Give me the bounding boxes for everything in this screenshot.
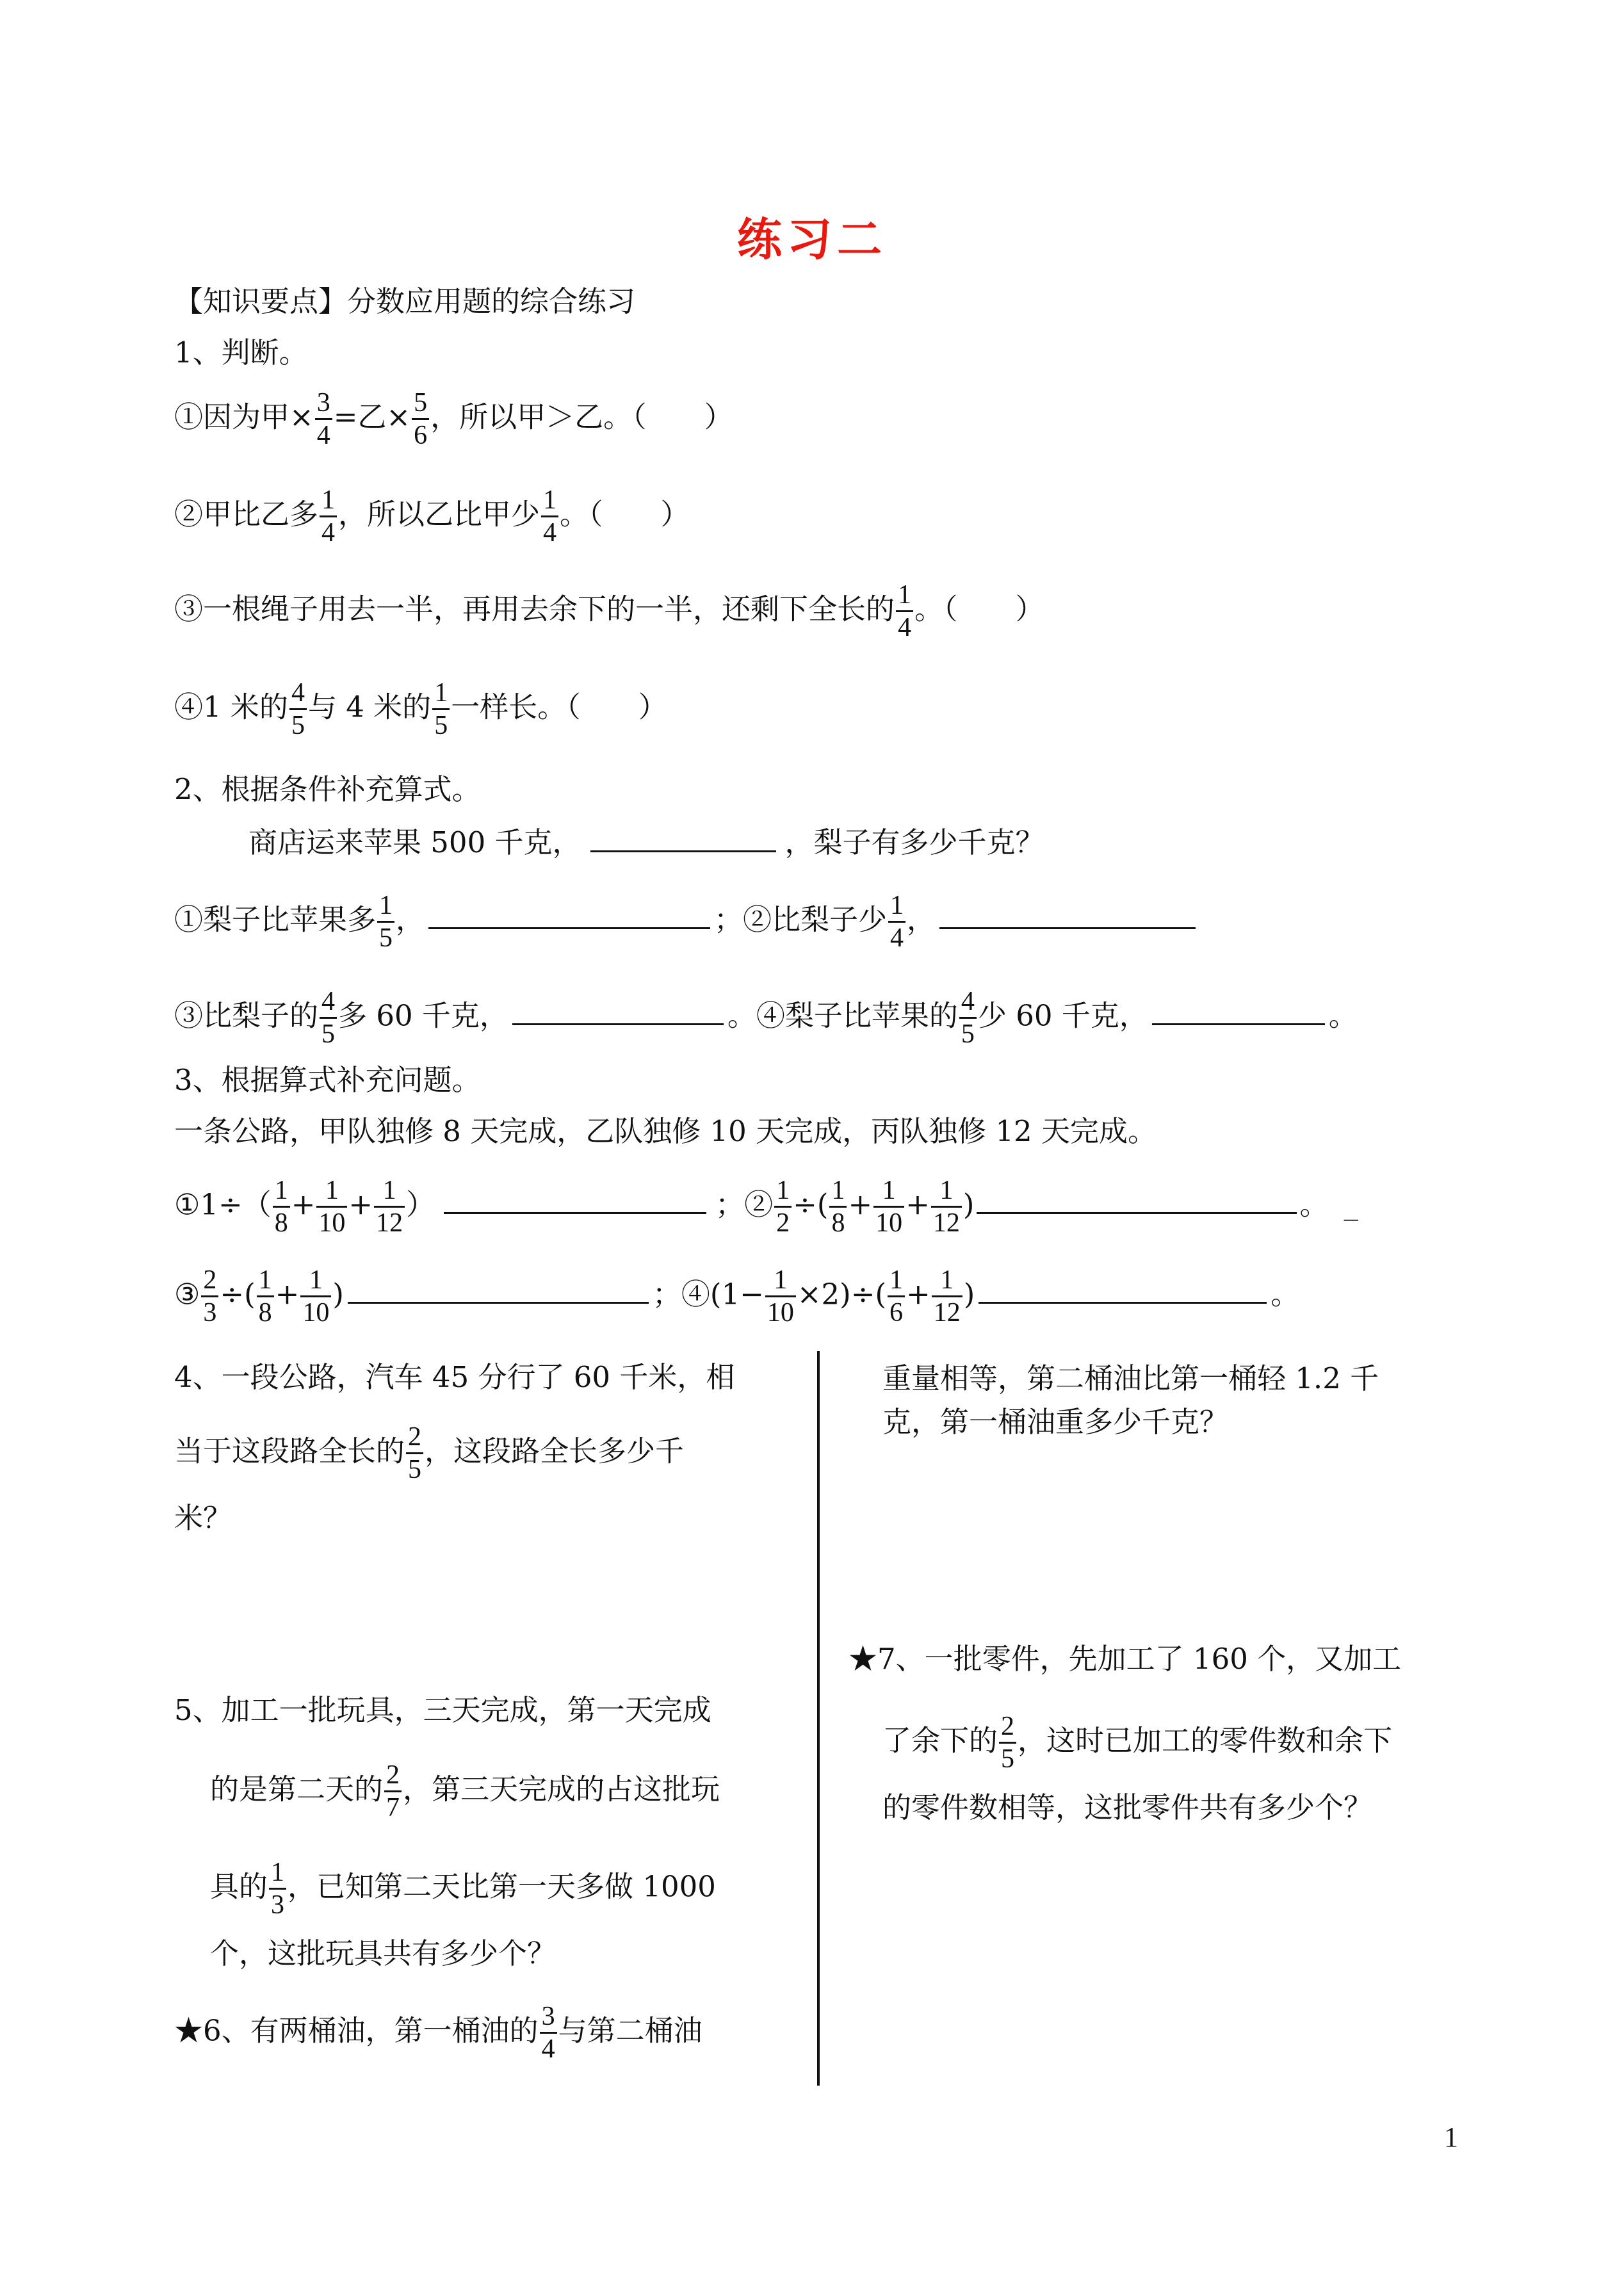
fraction: $\frac{1}{4}$ (541, 485, 558, 549)
q7-text-a: 了余下的 (882, 1723, 998, 1758)
page-title: 练习二 (737, 213, 887, 266)
q2-item-1-text: ①梨子比苹果多 (174, 902, 377, 937)
column-divider (817, 1351, 820, 2086)
q6-line-2: 重量相等，第二桶油比第一桶轻 1.2 千 (882, 1361, 1379, 1395)
stray-mark: _ (1344, 1187, 1358, 1222)
q2-item-3-text: ③比梨子的 (174, 998, 319, 1033)
q5-line-2 (210, 1760, 720, 1824)
divide-sign: ÷ (220, 1277, 245, 1311)
fraction: $\frac{1}{4}$ (320, 485, 337, 549)
q2-intro-text-a: 商店运来苹果 500 千克， (248, 825, 581, 859)
fraction: $\frac{1}{4}$ (896, 580, 913, 644)
q2-intro (248, 826, 1044, 857)
fraction: $\frac{2}{5}$ (406, 1422, 423, 1486)
open-paren: ( (816, 1187, 829, 1222)
q5-line-4: 个，这批玩具共有多少个？ (210, 1936, 556, 1970)
q1-item-2-text-b: ，所以乙比甲少 (338, 497, 540, 531)
q4-line-2 (174, 1422, 684, 1486)
fraction: $\frac{1}{12}$ (374, 1175, 405, 1239)
plus-sign: + (905, 1277, 930, 1311)
fraction: $\frac{1}{12}$ (931, 1175, 962, 1239)
q1-item-3-text-a: ③一根绳子用去一半，再用去余下的一半，还剩下全长的 (174, 592, 895, 626)
q1-item-3-text-c: 。（ ） (914, 592, 1044, 626)
q1-heading: 1、判断。 (174, 336, 308, 369)
answer-blank[interactable] (1152, 999, 1325, 1025)
q1-item-2-text-a: ②甲比乙多 (174, 497, 319, 531)
q6-line-1 (174, 2001, 702, 2065)
q3-context: 一条公路，甲队独修 8 天完成，乙队独修 10 天完成，丙队独修 12 天完成。 (174, 1114, 1157, 1148)
fraction: $\frac{1}{2}$ (774, 1175, 792, 1239)
q2-item-1-comma: ， (396, 902, 425, 937)
q2-end-mark: 。 (1328, 998, 1358, 1033)
q1-item-1-text-c: ，所以甲＞乙。（ ） (430, 400, 733, 434)
q7-text-b: ，这时已加工的零件数和余下 (1018, 1723, 1393, 1758)
fraction: $\frac{4}{5}$ (320, 986, 337, 1050)
q1-item-2 (174, 485, 690, 549)
close-paren: ） (406, 1187, 435, 1222)
fraction: $\frac{1}{5}$ (377, 890, 394, 954)
fraction: $\frac{4}{5}$ (289, 677, 307, 742)
plus-sign: + (291, 1187, 316, 1222)
fraction: $\frac{1}{6}$ (888, 1265, 905, 1329)
plus-sign: + (275, 1277, 300, 1311)
q3-line-2 (174, 1265, 1299, 1329)
fraction: $\frac{2}{3}$ (201, 1265, 218, 1329)
fraction: $\frac{1}{3}$ (269, 1857, 286, 1921)
q5-text-d: ，已知第二天比第一天多做 1000 (288, 1869, 716, 1904)
answer-blank[interactable] (977, 1188, 1297, 1214)
fraction: $\frac{1}{12}$ (932, 1265, 962, 1329)
q3-expr-4-middle: ×2)÷( (797, 1277, 886, 1311)
q6-text-b: 与第二桶油 (558, 2013, 702, 2048)
answer-blank[interactable] (348, 1277, 649, 1304)
q1-item-1 (174, 387, 733, 451)
answer-blank[interactable] (444, 1188, 706, 1214)
q3-heading: 3、根据算式补充问题。 (174, 1063, 481, 1097)
divide-sign: ÷ (793, 1187, 817, 1222)
fraction: $\frac{4}{5}$ (959, 986, 977, 1050)
q2-item-4-text-b: 少 60 千克， (977, 998, 1148, 1033)
plus-sign: + (848, 1187, 873, 1222)
q1-item-4-text-b: 与 4 米的 (307, 690, 432, 724)
answer-blank[interactable] (939, 903, 1196, 929)
end-mark: 。 (1299, 1187, 1329, 1222)
q2-item-3-text-b: 多 60 千克， (338, 998, 508, 1033)
fraction: $\frac{1}{8}$ (257, 1265, 274, 1329)
q5-line-1: 5、加工一批玩具，三天完成，第一天完成 (174, 1693, 711, 1727)
q1-item-1-text-a: ①因为甲× (174, 400, 314, 434)
q2-heading: 2、根据条件补充算式。 (174, 772, 481, 806)
knowledge-point: 【知识要点】分数应用题的综合练习 (174, 284, 636, 318)
q1-item-4-text-a: ④1 米的 (174, 690, 288, 724)
q1-item-4 (174, 677, 667, 742)
q5-text-c: 具的 (210, 1869, 268, 1904)
fraction: $\frac{1}{10}$ (873, 1175, 904, 1239)
q6-line-3: 克，第一桶油重多少千克？ (882, 1405, 1229, 1439)
q1-item-2-text-c: 。（ ） (560, 497, 690, 531)
q4-text-b: ，这段路全长多少千 (425, 1434, 685, 1468)
q4-line-3: 米？ (174, 1501, 232, 1535)
q1-item-1-text-b: =乙× (333, 400, 411, 434)
q3-item-3-mark: ③ (174, 1277, 200, 1311)
answer-blank[interactable] (428, 903, 710, 929)
q3-separator: ；④ (652, 1277, 710, 1311)
fraction: $\frac{5}{6}$ (412, 387, 429, 451)
plus-sign: + (905, 1187, 930, 1222)
q3-expr-4-start: (1− (710, 1277, 764, 1311)
q1-item-3 (174, 580, 1044, 644)
fraction: $\frac{2}{5}$ (999, 1711, 1016, 1775)
q5-text-b: ，第三天完成的占这批玩 (403, 1772, 720, 1806)
q1-item-4-text-c: 一样长。（ ） (451, 690, 667, 724)
end-mark: 。 (1271, 1277, 1300, 1311)
fraction: $\frac{1}{10}$ (765, 1265, 796, 1329)
q3-expr-1-start: ①1÷（ (174, 1187, 272, 1222)
q2-intro-text-b: ，梨子有多少千克？ (784, 825, 1044, 859)
fraction: $\frac{1}{10}$ (300, 1265, 331, 1329)
close-paren: ) (962, 1187, 975, 1222)
fraction: $\frac{1}{8}$ (829, 1175, 847, 1239)
fraction: $\frac{2}{7}$ (384, 1760, 402, 1824)
fraction: $\frac{3}{4}$ (315, 387, 332, 451)
q6-text-a: ★6、有两桶油，第一桶油的 (174, 2013, 539, 2048)
open-paren: ( (244, 1277, 256, 1311)
q7-line-3: 的零件数相等，这批零件共有多少个？ (882, 1790, 1373, 1824)
fraction: $\frac{1}{4}$ (888, 890, 905, 954)
q3-separator: ；② (715, 1187, 774, 1222)
q7-line-2 (882, 1711, 1392, 1775)
answer-blank[interactable] (978, 1277, 1267, 1304)
q2-line-2 (174, 986, 1358, 1050)
fraction: $\frac{3}{4}$ (540, 2001, 557, 2065)
q3-line-1 (174, 1175, 1358, 1239)
q5-line-3 (210, 1857, 716, 1921)
fraction: $\frac{1}{8}$ (273, 1175, 290, 1239)
q4-text-a: 当于这段路全长的 (174, 1434, 405, 1468)
q2-item-2-comma: ， (907, 902, 936, 937)
q4-line-1: 4、一段公路，汽车 45 分行了 60 千米，相 (174, 1360, 735, 1394)
q7-line-1: ★7、一批零件，先加工了 160 个，又加工 (849, 1642, 1402, 1676)
q2-line-1 (174, 890, 1199, 954)
answer-blank[interactable] (512, 999, 724, 1025)
plus-sign: + (348, 1187, 373, 1222)
q2-item-2-text: ；②比梨子少 (714, 902, 888, 937)
close-paren: ) (963, 1277, 975, 1311)
q2-item-4-text: 。④梨子比苹果的 (727, 998, 958, 1033)
page-number: 1 (1444, 2121, 1458, 2153)
close-paren: ) (332, 1277, 344, 1311)
answer-blank[interactable] (590, 826, 776, 852)
fraction: $\frac{1}{5}$ (432, 677, 450, 742)
q5-text-a: 的是第二天的 (210, 1772, 384, 1806)
fraction: $\frac{1}{10}$ (316, 1175, 347, 1239)
